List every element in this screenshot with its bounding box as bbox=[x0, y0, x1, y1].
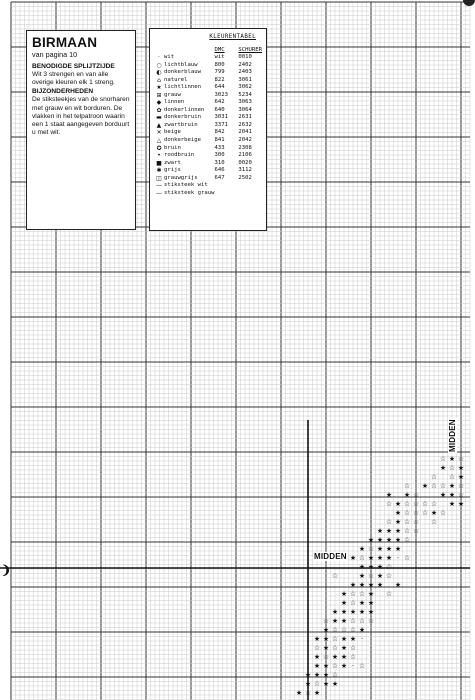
stitch-symbol: ☆ bbox=[412, 500, 420, 508]
legend-schurer-code: 2402 bbox=[238, 61, 252, 68]
stitch-symbol: ★ bbox=[376, 536, 384, 544]
stitch-symbol: ★ bbox=[457, 500, 465, 508]
stitch-symbol: ☆ bbox=[403, 509, 411, 517]
legend-dmc-code: 3031 bbox=[214, 114, 228, 121]
stitch-symbol: ★ bbox=[385, 554, 393, 562]
stitch-symbol: ☆ bbox=[367, 617, 375, 625]
stitch-symbol: ★ bbox=[448, 500, 456, 508]
legend-color-name: donkerbruin bbox=[163, 114, 202, 121]
stitch-symbol: ☆ bbox=[403, 500, 411, 508]
legend-schurer-code: 3063 bbox=[238, 99, 252, 106]
legend-schurer-code: 0020 bbox=[238, 159, 252, 166]
stitch-symbol: ★ bbox=[394, 581, 402, 589]
stitch-symbol: ★ bbox=[376, 527, 384, 535]
stitch-symbol: ☆ bbox=[457, 455, 465, 463]
legend-color-name: stiksteek grauw bbox=[163, 189, 215, 196]
stitch-symbol: ★ bbox=[394, 527, 402, 535]
stitch-symbol: ★ bbox=[358, 545, 366, 553]
legend-title: KLEURENTABEL bbox=[209, 34, 256, 40]
legend-row bbox=[154, 190, 262, 198]
legend-symbol-icon: ◐ bbox=[156, 69, 162, 77]
stitch-symbol: ★ bbox=[313, 635, 321, 643]
stitch-symbol: ☆ bbox=[385, 518, 393, 526]
stitch-symbol: ☆ bbox=[331, 572, 339, 580]
legend-color-name: lichtblauw bbox=[163, 61, 198, 68]
legend-color-name: roodbruin bbox=[163, 152, 195, 159]
legend-color-name: grijs bbox=[163, 167, 181, 174]
stitch-symbol: ☆ bbox=[448, 464, 456, 472]
legend-dmc-code: 433 bbox=[214, 144, 225, 151]
stitch-symbol: ★ bbox=[331, 608, 339, 616]
stitch-symbol: ☆ bbox=[331, 662, 339, 670]
materials-heading: BENODIGDE SPLIJTZIJDE bbox=[32, 63, 115, 70]
legend-row bbox=[154, 62, 262, 70]
legend-row bbox=[154, 122, 262, 130]
stitch-symbol: ★ bbox=[340, 653, 348, 661]
stitch-symbol: ★ bbox=[340, 617, 348, 625]
stitch-symbol: ☆ bbox=[304, 689, 312, 697]
legend-schurer-code: 2041 bbox=[238, 129, 252, 136]
legend-dmc-code bbox=[215, 182, 239, 190]
stitch-symbol: ★ bbox=[385, 491, 393, 499]
stitch-symbol: ★ bbox=[313, 689, 321, 697]
stitch-symbol: ★ bbox=[322, 671, 330, 679]
stitch-symbol: ☆ bbox=[457, 482, 465, 490]
stitch-symbol: ★ bbox=[340, 635, 348, 643]
stitch-symbol: ☆ bbox=[439, 509, 447, 517]
legend-row bbox=[154, 114, 262, 122]
legend-color-name: lichtlinnen bbox=[163, 84, 202, 91]
legend-schurer-code: 3112 bbox=[238, 167, 252, 174]
stitch-symbol: ☆ bbox=[403, 554, 411, 562]
stitch-symbol: ★ bbox=[403, 491, 411, 499]
legend-symbol-icon: ✱ bbox=[156, 167, 162, 175]
legend-symbol-icon: ✕ bbox=[156, 129, 162, 137]
stitch-symbol: ★ bbox=[358, 608, 366, 616]
legend-dmc-code: 822 bbox=[214, 76, 225, 83]
legend-color-name: donkerblauw bbox=[163, 69, 202, 76]
legend-row bbox=[154, 167, 262, 175]
legend-dmc-code: 644 bbox=[214, 84, 225, 91]
legend-schurer-code: 3061 bbox=[238, 76, 252, 83]
stitch-symbol: ☆ bbox=[430, 473, 438, 481]
stitch-symbol: ☆ bbox=[439, 455, 447, 463]
stitch-symbol: ☆ bbox=[403, 536, 411, 544]
stitch-symbol: ★ bbox=[448, 455, 456, 463]
stitch-symbol: ★ bbox=[367, 536, 375, 544]
stitch-symbol: ★ bbox=[394, 509, 402, 517]
stitch-symbol: ★ bbox=[376, 554, 384, 562]
legend-dmc-code: 310 bbox=[214, 159, 225, 166]
stitch-symbol: ★ bbox=[340, 644, 348, 652]
legend-dmc-code: 647 bbox=[214, 174, 225, 181]
stitch-symbol: ★ bbox=[322, 662, 330, 670]
legend-row bbox=[154, 69, 262, 77]
stitch-symbol: ★ bbox=[340, 608, 348, 616]
legend-symbol-icon: · bbox=[158, 54, 160, 61]
stitch-symbol: ☆ bbox=[313, 644, 321, 652]
legend-schurer-code: 2502 bbox=[238, 174, 252, 181]
legend-symbol-icon: ⊞ bbox=[156, 91, 162, 99]
legend-schurer-code: 2308 bbox=[238, 144, 252, 151]
stitch-symbol: ☆ bbox=[403, 518, 411, 526]
legend-dmc-code: 646 bbox=[214, 167, 225, 174]
legend-symbol-icon: • bbox=[157, 152, 161, 160]
stitch-symbol: ☆ bbox=[421, 500, 429, 508]
legend-row bbox=[154, 175, 262, 183]
stitch-symbol: ★ bbox=[394, 518, 402, 526]
legend-symbol-icon: ▲ bbox=[156, 121, 162, 129]
stitch-symbol: ☆ bbox=[430, 500, 438, 508]
legend-schurer-code: 2403 bbox=[238, 69, 252, 76]
stitch-symbol: ☆ bbox=[349, 590, 357, 598]
legend-dmc-code: 640 bbox=[214, 106, 225, 113]
stitch-symbol: ☆ bbox=[331, 671, 339, 679]
stitch-symbol: ★ bbox=[385, 536, 393, 544]
stitch-symbol: ☆ bbox=[403, 527, 411, 535]
pattern-subtitle: van pagina 10 bbox=[32, 50, 78, 59]
stitch-symbol: ☆ bbox=[349, 644, 357, 652]
stitch-symbol: ☆ bbox=[349, 626, 357, 634]
stitch-symbol: ★ bbox=[313, 671, 321, 679]
stitch-symbol: ★ bbox=[358, 572, 366, 580]
legend-row bbox=[154, 182, 262, 190]
legend-schurer-code: 2632 bbox=[238, 121, 252, 128]
legend-color-name: naturel bbox=[163, 76, 188, 83]
legend-color-name: grauw bbox=[163, 91, 181, 98]
stitch-symbol: ★ bbox=[304, 671, 312, 679]
stitch-symbol: ★ bbox=[367, 590, 375, 598]
stitch-symbol: ☆ bbox=[412, 509, 420, 517]
legend-header-row bbox=[154, 46, 262, 54]
stitch-symbol: ★ bbox=[457, 464, 465, 472]
stitch-symbol: ★ bbox=[313, 653, 321, 661]
materials-text: Wit 3 strengen en van alle overige kleuren elk 1 streng. bbox=[32, 71, 115, 87]
stitch-symbol: ★ bbox=[358, 599, 366, 607]
stitch-symbol: ☆ bbox=[349, 599, 357, 607]
stitch-symbol: ☆ bbox=[385, 500, 393, 508]
stitch-symbol: ★ bbox=[385, 527, 393, 535]
legend-table bbox=[154, 46, 262, 197]
stitch-symbol: ☆ bbox=[322, 617, 330, 625]
stitch-symbol: ★ bbox=[385, 545, 393, 553]
legend-col-dmc: DMC bbox=[214, 47, 225, 53]
legend-dmc-code bbox=[215, 190, 239, 198]
stitch-symbol: ★ bbox=[367, 599, 375, 607]
center-row-marker-icon: ❩ bbox=[1, 563, 12, 577]
stitch-symbol: ★ bbox=[349, 608, 357, 616]
stitch-symbol: ★ bbox=[367, 554, 375, 562]
stitch-symbol: ★ bbox=[358, 563, 366, 571]
stitch-symbol: ★ bbox=[340, 662, 348, 670]
details-text: De stiksteekjes van de snorharen met grauw en wit borduren. De vlakken in het telpatroon waarin een 1 staat aangegeven borduurt u met wit. bbox=[32, 96, 130, 137]
color-legend-box bbox=[149, 28, 267, 231]
stitch-symbol: ★ bbox=[313, 662, 321, 670]
legend-dmc-code: 800 bbox=[214, 61, 225, 68]
stitch-symbol: · bbox=[351, 662, 355, 670]
stitch-symbol: ★ bbox=[367, 608, 375, 616]
stitch-symbol: ☆ bbox=[412, 527, 420, 535]
legend-symbol-icon: ★ bbox=[156, 84, 162, 92]
legend-symbol-icon: ○ bbox=[156, 61, 162, 69]
legend-row bbox=[154, 160, 262, 168]
legend-symbol-icon: ⌂ bbox=[157, 76, 161, 84]
midden-vertical-label: MIDDEN bbox=[448, 419, 457, 452]
stitch-symbol: ☆ bbox=[457, 491, 465, 499]
stitch-symbol: · bbox=[360, 635, 364, 643]
legend-schurer-code: 3064 bbox=[238, 106, 252, 113]
legend-symbol-icon: — bbox=[155, 182, 162, 190]
stitch-symbol: ☆ bbox=[313, 680, 321, 688]
stitch-symbol: ★ bbox=[376, 581, 384, 589]
stitch-symbol: ☆ bbox=[331, 635, 339, 643]
stitch-symbol: ★ bbox=[376, 545, 384, 553]
stitch-symbol: ☆ bbox=[358, 590, 366, 598]
legend-color-name: stiksteek wit bbox=[163, 182, 208, 189]
stitch-symbol: ☆ bbox=[367, 572, 375, 580]
legend-color-name: donkerbeige bbox=[163, 137, 202, 144]
stitch-symbol: ★ bbox=[322, 626, 330, 634]
stitch-symbol: ★ bbox=[394, 536, 402, 544]
legend-schurer-code: 2106 bbox=[238, 152, 252, 159]
legend-color-name: bruin bbox=[163, 144, 181, 151]
pattern-info-box bbox=[26, 30, 136, 230]
stitch-symbol: ★ bbox=[367, 581, 375, 589]
stitch-symbol: ☆ bbox=[331, 626, 339, 634]
legend-dmc-code: 642 bbox=[214, 99, 225, 106]
stitch-symbol: ★ bbox=[322, 635, 330, 643]
legend-row bbox=[154, 129, 262, 137]
stitch-symbol: ★ bbox=[457, 473, 465, 481]
stitch-symbol: ★ bbox=[322, 680, 330, 688]
legend-dmc-code: 841 bbox=[214, 137, 225, 144]
stitch-symbol: ★ bbox=[448, 482, 456, 490]
stitch-symbol: ☆ bbox=[412, 491, 420, 499]
stitch-symbol: ★ bbox=[448, 491, 456, 499]
stitch-symbol: ★ bbox=[349, 554, 357, 562]
legend-color-name: linnen bbox=[163, 99, 185, 106]
stitch-symbol: ★ bbox=[394, 545, 402, 553]
stitch-symbol: ☆ bbox=[430, 518, 438, 526]
legend-dmc-code: 799 bbox=[214, 69, 225, 76]
legend-dmc-code: 842 bbox=[214, 129, 225, 136]
stitch-symbol: ☆ bbox=[349, 617, 357, 625]
stitch-symbol: ★ bbox=[304, 680, 312, 688]
legend-color-name: grauwgrijs bbox=[163, 174, 198, 181]
legend-symbol-icon: ✪ bbox=[156, 144, 162, 152]
stitch-symbol: ★ bbox=[331, 617, 339, 625]
legend-color-name: zwart bbox=[163, 159, 181, 166]
legend-schurer-code: 3062 bbox=[238, 84, 252, 91]
stitch-symbol: ★ bbox=[322, 644, 330, 652]
legend-symbol-icon: ▬ bbox=[156, 114, 162, 122]
stitch-symbol: ★ bbox=[376, 563, 384, 571]
stitch-symbol: ★ bbox=[430, 509, 438, 517]
legend-color-name: wit bbox=[163, 54, 175, 60]
stitch-symbol: ☆ bbox=[331, 644, 339, 652]
legend-row bbox=[154, 99, 262, 107]
legend-col-schurer: SCHURER bbox=[238, 47, 262, 53]
stitch-symbol: ☆ bbox=[358, 554, 366, 562]
legend-symbol-icon: △ bbox=[156, 137, 162, 145]
stitch-symbol: ★ bbox=[295, 689, 303, 697]
legend-schurer-code: 2631 bbox=[238, 114, 252, 121]
stitch-symbol: ☆ bbox=[430, 482, 438, 490]
legend-schurer-code: 0010 bbox=[238, 54, 252, 60]
stitch-symbol: ★ bbox=[439, 491, 447, 499]
stitch-symbol: ☆ bbox=[385, 563, 393, 571]
stitch-symbol: ☆ bbox=[403, 482, 411, 490]
midden-horizontal-label: MIDDEN bbox=[314, 552, 347, 561]
legend-row bbox=[154, 84, 262, 92]
stitch-symbol: ★ bbox=[394, 500, 402, 508]
stitch-symbol: ☆ bbox=[322, 653, 330, 661]
stitch-symbol: ★ bbox=[340, 590, 348, 598]
pattern-title: BIRMAAN bbox=[32, 35, 98, 50]
stitch-symbol: ★ bbox=[340, 599, 348, 607]
legend-row bbox=[154, 77, 262, 85]
legend-symbol-icon: ■ bbox=[156, 159, 162, 167]
legend-schurer-code: 2042 bbox=[238, 137, 252, 144]
legend-symbol-icon: — bbox=[155, 189, 162, 197]
stitch-symbol: ☆ bbox=[367, 545, 375, 553]
legend-symbol-icon: ✿ bbox=[156, 106, 162, 114]
legend-row bbox=[154, 137, 262, 145]
stitch-symbol: ☆ bbox=[358, 617, 366, 625]
stitch-symbol: ★ bbox=[367, 563, 375, 571]
legend-symbol-icon: ◫ bbox=[156, 174, 162, 182]
legend-dmc-code: 3023 bbox=[214, 91, 228, 98]
stitch-symbol: ★ bbox=[331, 680, 339, 688]
legend-row bbox=[154, 54, 262, 62]
legend-schurer-code: 5234 bbox=[238, 91, 252, 98]
stitch-symbol: ★ bbox=[421, 482, 429, 490]
legend-schurer-code bbox=[238, 182, 262, 190]
stitch-symbol: ☆ bbox=[349, 653, 357, 661]
legend-row bbox=[154, 145, 262, 153]
stitch-symbol: ★ bbox=[331, 653, 339, 661]
stitch-symbol: ★ bbox=[439, 464, 447, 472]
stitch-symbol: ☆ bbox=[385, 590, 393, 598]
stitch-symbol: ★ bbox=[376, 572, 384, 580]
legend-row bbox=[154, 152, 262, 160]
stitch-symbol: ☆ bbox=[421, 509, 429, 517]
legend-schurer-code bbox=[238, 190, 262, 198]
stitch-symbol: ★ bbox=[349, 635, 357, 643]
stitch-symbol: ★ bbox=[358, 626, 366, 634]
legend-dmc-code: wit bbox=[214, 54, 225, 60]
stitch-symbol: ☆ bbox=[412, 518, 420, 526]
legend-color-name: zwartbruin bbox=[163, 121, 198, 128]
legend-dmc-code: 3371 bbox=[214, 121, 228, 128]
stitch-symbol: ★ bbox=[349, 581, 357, 589]
legend-dmc-code: 300 bbox=[214, 152, 225, 159]
stitch-symbol: · bbox=[396, 554, 400, 562]
legend-color-name: beige bbox=[163, 129, 181, 136]
stitch-symbol: ☆ bbox=[439, 482, 447, 490]
legend-symbol-icon: ◆ bbox=[156, 99, 162, 107]
legend-row bbox=[154, 107, 262, 115]
stitch-symbol: ☆ bbox=[340, 626, 348, 634]
details-heading: BIJZONDERHEDEN bbox=[32, 88, 94, 96]
stitch-symbol: ★ bbox=[358, 581, 366, 589]
stitch-symbol: ☆ bbox=[385, 572, 393, 580]
stitch-symbol: ☆ bbox=[448, 473, 456, 481]
legend-row bbox=[154, 92, 262, 100]
stitch-symbol: ☆ bbox=[358, 662, 366, 670]
legend-color-name: donkerlinnen bbox=[163, 106, 205, 113]
